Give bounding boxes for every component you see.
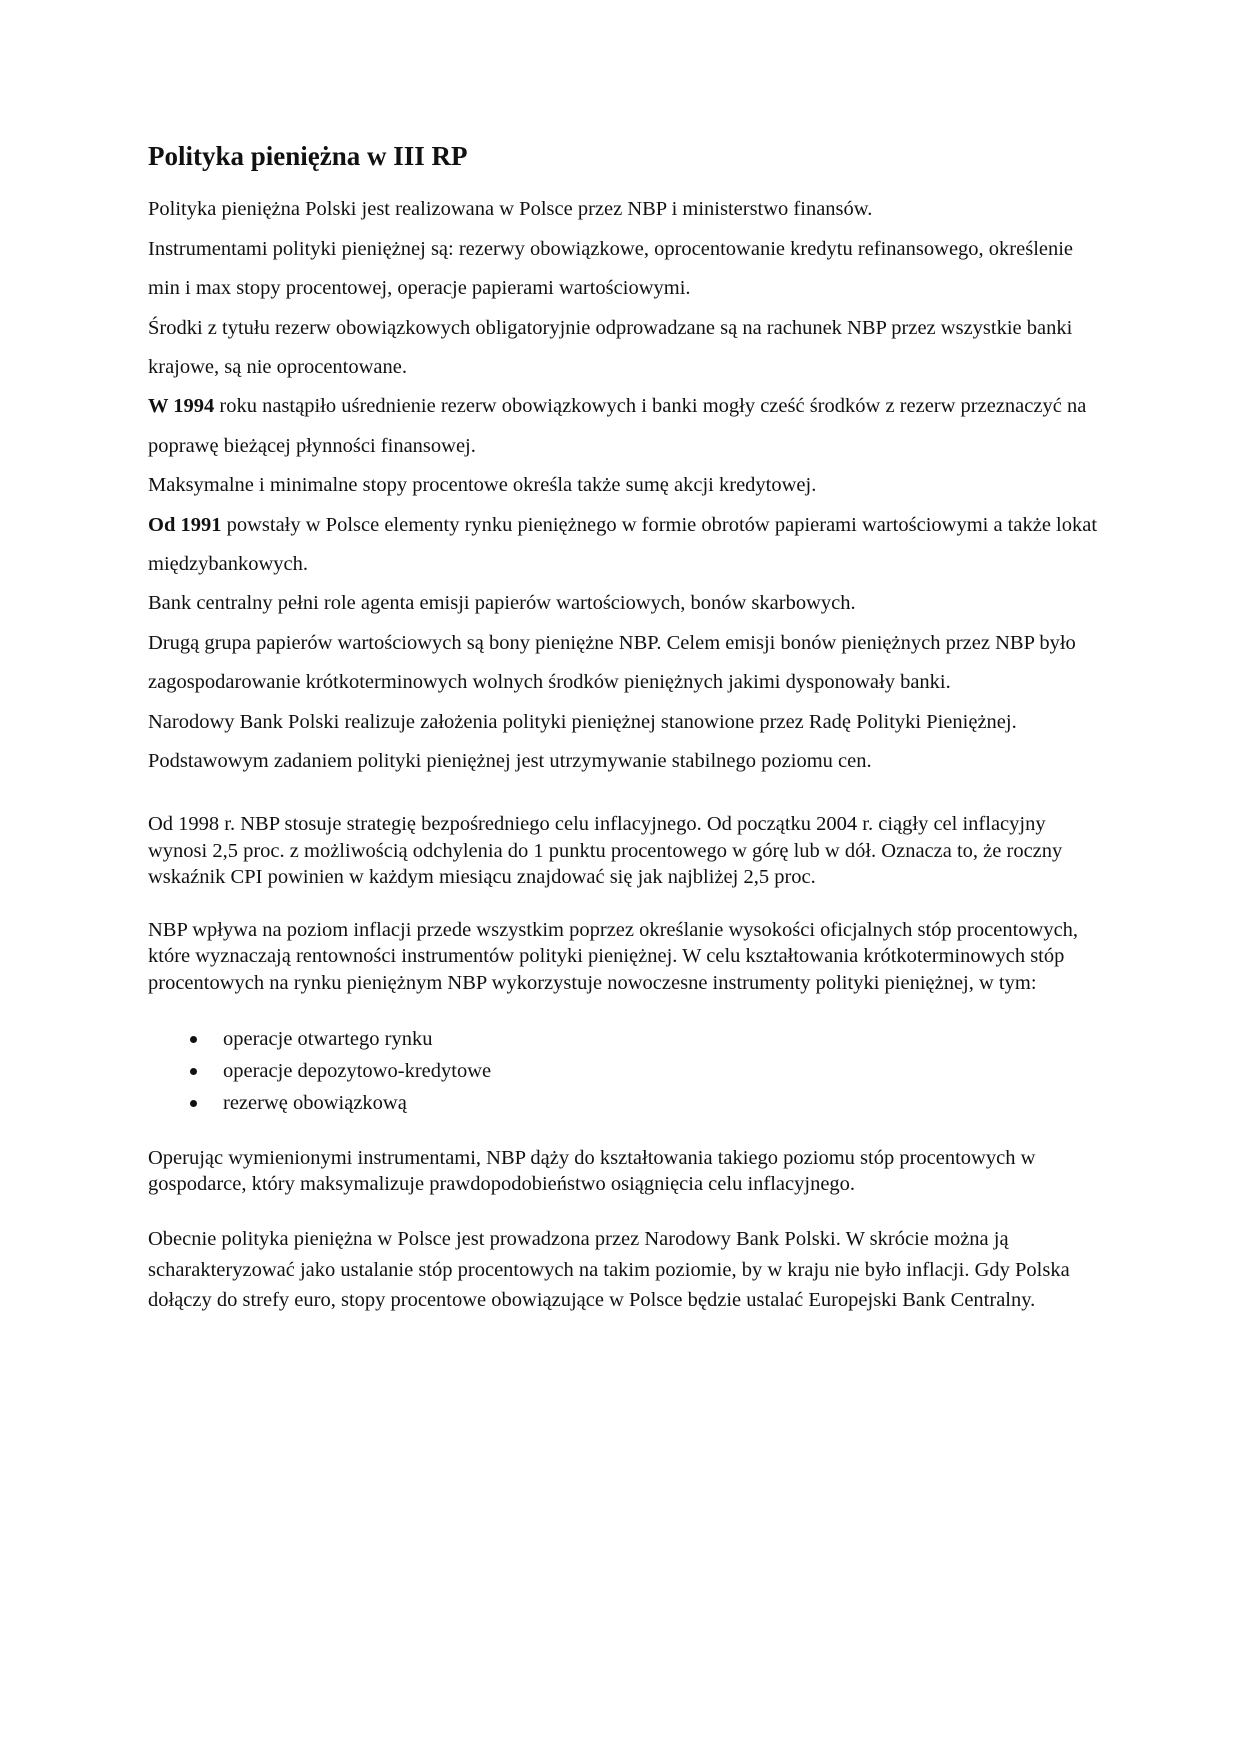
page-title: Polityka pieniężna w III RP bbox=[148, 141, 468, 171]
paragraph-text: powstały w Polsce elementy rynku pieniężnego w formie obrotów papierami wartościowymi a także lokat międzybankowych. bbox=[148, 513, 1098, 576]
paragraph: Narodowy Bank Polski realizuje założenia polityki pieniężnej stanowione przez Radę Polityki Pieniężnej. Podstawowym zadaniem polityki pieniężnej jest utrzymywanie stabilnego poziomu cen. bbox=[148, 710, 1017, 773]
paragraph: Maksymalne i minimalne stopy procentowe określa także sumę akcji kredytowej. bbox=[148, 474, 817, 497]
list-item-text: operacje otwartego rynku bbox=[223, 1027, 433, 1050]
list-item bbox=[148, 1087, 1108, 1119]
bullet-icon bbox=[190, 1036, 197, 1043]
paragraph: Polityka pieniężna Polski jest realizowana w Polsce przez NBP i ministerstwo finansów. bbox=[148, 198, 873, 221]
paragraph: Obecnie polityka pieniężna w Polsce jest prowadzona przez Narodowy Bank Polski. W skrócie można ją scharakteryzować jako ustalanie stóp procentowych na takim poziomie, by w kraju nie było inflacji. Gdy Polska dołączy do strefy euro, stopy procentowe obowiązujące w Polsce będzie ustalać Europejski Bank Centralny. bbox=[148, 1228, 1070, 1312]
paragraph: Środki z tytułu rezerw obowiązkowych obligatoryjnie odprowadzane są na rachunek NBP przez wszystkie banki krajowe, są nie oprocentowane. bbox=[148, 316, 1073, 379]
document-page bbox=[148, 140, 1108, 1343]
list-item bbox=[148, 1023, 1108, 1055]
paragraph: NBP wpływa na poziom inflacji przede wszystkim poprzez określanie wysokości oficjalnych stóp procentowych, które wyznaczają rentowności instrumentów polityki pieniężnej. W celu kształtowania krótkoterminowych stóp procentowych na rynku pieniężnym NBP wykorzystuje nowoczesne instrumenty polityki pieniężnej, w tym: bbox=[148, 919, 1079, 994]
paragraph: Drugą grupa papierów wartościowych są bony pieniężne NBP. Celem emisji bonów pieniężnych przez NBP było zagospodarowanie krótkoterminowych wolnych środków pieniężnych jakimi dysponowały banki. bbox=[148, 631, 1076, 694]
paragraph: Bank centralny pełni role agenta emisji papierów wartościowych, bonów skarbowych. bbox=[148, 592, 856, 615]
bold-year: Od 1991 bbox=[148, 513, 222, 536]
section-compact bbox=[148, 811, 1108, 1315]
paragraph bbox=[148, 387, 1108, 466]
bullet-icon bbox=[190, 1068, 197, 1075]
list-item-text: rezerwę obowiązkową bbox=[223, 1091, 407, 1114]
instrument-list bbox=[148, 1023, 1108, 1119]
list-item bbox=[148, 1055, 1108, 1087]
list-item-text: operacje depozytowo-kredytowe bbox=[223, 1059, 492, 1082]
section-spaced bbox=[148, 190, 1108, 781]
paragraph: Operując wymienionymi instrumentami, NBP dąży do kształtowania takiego poziomu stóp procentowych w gospodarce, który maksymalizuje prawdopodobieństwo osiągnięcia celu inflacyjnego. bbox=[148, 1146, 1036, 1195]
paragraph: Od 1998 r. NBP stosuje strategię bezpośredniego celu inflacyjnego. Od początku 2004 r. ciągły cel inflacyjny wynosi 2,5 proc. z możliwością odchylenia do 1 punktu procentowego w górę lub w dół. Oznacza to, że roczny wskaźnik CPI powinien w każdym miesiącu znajdować się jak najbliżej 2,5 proc. bbox=[148, 813, 1063, 888]
bold-year: W 1994 bbox=[148, 395, 215, 418]
paragraph: Instrumentami polityki pieniężnej są: rezerwy obowiązkowe, oprocentowanie kredytu refinansowego, określenie min i max stopy procentowej, operacje papierami wartościowymi. bbox=[148, 237, 1074, 300]
paragraph bbox=[148, 506, 1108, 585]
paragraph-text: roku nastąpiło uśrednienie rezerw obowiązkowych i banki mogły cześć środków z rezerw przeznaczyć na poprawę bieżącej płynności finansowej. bbox=[148, 395, 1087, 457]
bullet-icon bbox=[190, 1100, 197, 1107]
